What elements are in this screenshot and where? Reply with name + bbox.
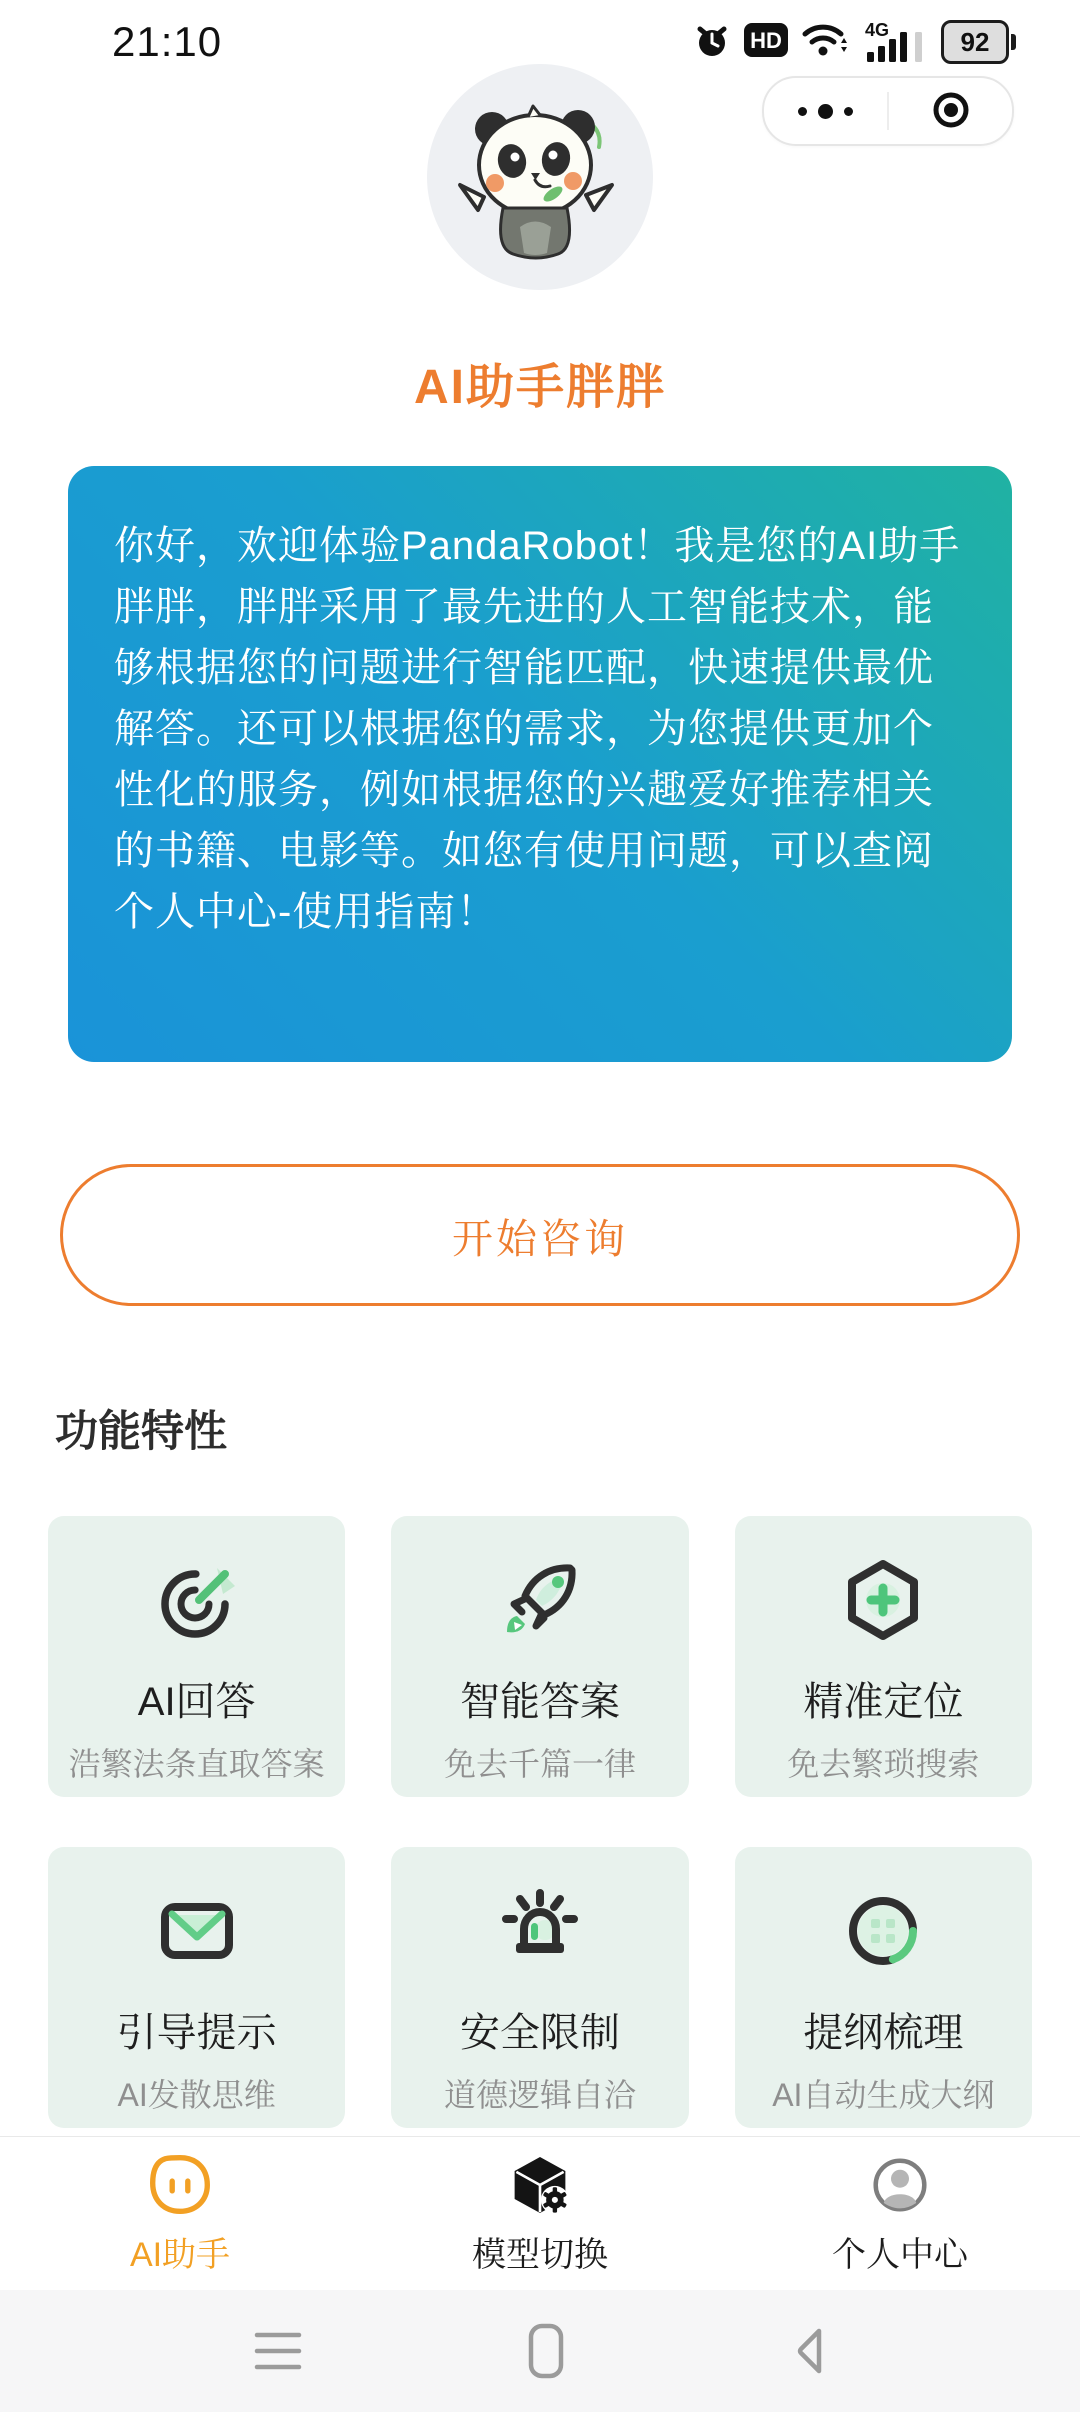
panda-illustration <box>440 77 640 277</box>
tab-model-switch[interactable] <box>360 2137 720 2291</box>
feature-grid <box>48 1516 1032 2128</box>
wifi-icon <box>801 21 851 64</box>
feature-title: 提纲梳理 <box>803 2011 964 2055</box>
status-time: 21:10 <box>112 18 223 65</box>
battery-percent: 92 <box>960 26 990 57</box>
feature-subtitle: 浩繁法条直取答案 <box>68 1746 325 1782</box>
page-title: AI助手胖胖 <box>413 361 666 414</box>
outline-ring-icon <box>835 1883 931 1979</box>
feature-subtitle: AI自动生成大纲 <box>772 2077 995 2113</box>
tab-label: 个人中心 <box>832 2236 968 2274</box>
android-nav-bar <box>0 2290 1080 2412</box>
panda-avatar <box>427 64 653 290</box>
feature-title: 智能答案 <box>459 1680 620 1724</box>
target-circle-icon <box>930 89 972 134</box>
close-minimize-button[interactable] <box>889 78 1012 144</box>
welcome-text: 你好，欢迎体验PandaRobot！我是您的AI助手胖胖，胖胖采用了最先进的人工智能技术，能够根据您的问题进行智能匹配，快速提供最优解答。还可以根据您的需求，为您提供更加个性化的服务，例如根据您的兴趣爱好推荐相关的书籍、电影等。如您有使用问题，可以查阅个人中心-使用指南！ <box>114 524 961 934</box>
target-pen-icon <box>149 1552 245 1648</box>
svg-text:4G: 4G <box>865 20 890 40</box>
miniprogram-capsule <box>762 76 1014 146</box>
hexagon-plus-icon <box>835 1552 931 1648</box>
siren-icon <box>492 1883 588 1979</box>
feature-title: 安全限制 <box>459 2011 620 2055</box>
tab-bar <box>0 2136 1080 2291</box>
status-icons <box>693 20 1016 64</box>
start-consult-button[interactable]: 开始咨询 <box>60 1164 1020 1306</box>
home-pill-icon[interactable] <box>527 2323 565 2379</box>
status-bar <box>0 14 1080 70</box>
feature-card-precise-locate <box>735 1516 1032 1797</box>
hd-badge <box>743 22 789 63</box>
envelope-icon <box>149 1883 245 1979</box>
feature-card-ai-answer <box>48 1516 345 1797</box>
robot-face-icon <box>141 2145 219 2225</box>
tab-personal-center[interactable] <box>720 2137 1080 2291</box>
signal-bars <box>863 20 929 64</box>
tab-ai-assistant[interactable] <box>0 2137 360 2291</box>
cube-gear-icon <box>505 2145 575 2225</box>
feature-subtitle: 道德逻辑自洽 <box>443 2077 636 2113</box>
tab-label: 模型切换 <box>472 2236 608 2274</box>
feature-subtitle: 免去繁琐搜索 <box>787 1746 980 1782</box>
feature-subtitle: 免去千篇一律 <box>443 1746 636 1782</box>
features-section-title: 功能特性 <box>55 1408 227 1456</box>
back-triangle-icon[interactable] <box>788 2324 828 2378</box>
more-dots-icon <box>798 104 853 119</box>
more-button[interactable] <box>764 78 887 144</box>
feature-title: AI回答 <box>137 1680 256 1724</box>
person-icon <box>864 2145 936 2225</box>
feature-card-smart-answer <box>391 1516 688 1797</box>
feature-card-safety-limit <box>391 1847 688 2128</box>
svg-text:HD: HD <box>750 27 782 53</box>
menu-icon[interactable] <box>252 2330 304 2372</box>
welcome-card <box>68 466 1012 1062</box>
battery-icon <box>941 20 1016 64</box>
feature-card-guide-prompt <box>48 1847 345 2128</box>
feature-title: 精准定位 <box>803 1680 964 1724</box>
alarm-icon <box>693 21 731 64</box>
tab-label: AI助手 <box>129 2236 231 2274</box>
rocket-icon <box>492 1552 588 1648</box>
feature-title: 引导提示 <box>116 2011 277 2055</box>
feature-card-outline-sort <box>735 1847 1032 2128</box>
feature-subtitle: AI发散思维 <box>117 2077 276 2113</box>
